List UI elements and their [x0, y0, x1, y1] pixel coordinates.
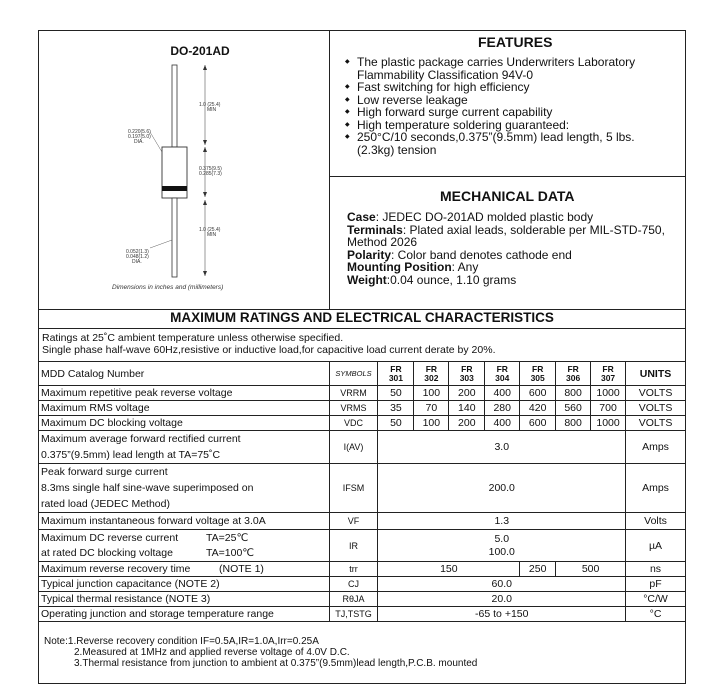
case-value: : JEDEC DO-201AD molded plastic body: [375, 210, 594, 224]
symbol-rja: RθJA: [329, 592, 378, 607]
unit-cj: pF: [626, 577, 686, 592]
part-header-fr306: FR 306: [556, 362, 591, 386]
table-row: [39, 416, 686, 431]
note-2: 2.Measured at 1MHz and applied reverse voltage of 4.0V D.C.: [74, 647, 350, 658]
dim-body-length-max: 0.375(9.5): [199, 166, 222, 172]
mounting-label: Mounting Position: [347, 260, 452, 274]
symbol-trr: trr: [329, 562, 378, 577]
part-header-fr307: FR 307: [591, 362, 626, 386]
value-cell: 400: [485, 416, 520, 431]
unit-vrrm: VOLTS: [626, 386, 686, 401]
top-lead: [172, 65, 177, 147]
weight-value: :0.04 ounce, 1.10 grams: [386, 272, 517, 287]
dim-body-dia-max: 0.220(5.6): [128, 129, 151, 135]
feature-item: ◆ High forward surge current capability: [345, 106, 685, 119]
unit-trr: ns: [626, 562, 686, 577]
dim-body-dia-label: DIA.: [134, 139, 144, 145]
value-cell: 800: [556, 386, 591, 401]
top-vertical-divider: [329, 30, 330, 309]
feature-item: ◆ High temperature soldering guaranteed:: [345, 119, 685, 132]
mounting-value: : Any: [451, 260, 479, 274]
value-cell: 50: [378, 386, 414, 401]
value-trr-2: 250: [520, 562, 556, 577]
dim-bottom-lead-min: MIN: [207, 232, 217, 238]
table-row: [39, 562, 686, 577]
features-list: [345, 56, 685, 156]
unit-ifsm: Amps: [626, 464, 686, 513]
value-cell: 140: [449, 401, 485, 416]
unit-ir: µA: [626, 530, 686, 562]
features-divider: [329, 176, 686, 177]
dim-lead-dia-max: 0.052(1.3): [126, 249, 149, 255]
table-row: [39, 513, 686, 530]
value-cell: 200: [449, 416, 485, 431]
ratings-title: MAXIMUM RATINGS AND ELECTRICAL CHARACTERISTICS: [170, 310, 554, 325]
param-cj: Typical junction capacitance (NOTE 2): [39, 577, 330, 592]
value-cell: 1000: [591, 416, 626, 431]
param-vrrm: Maximum repetitive peak reverse voltage: [39, 386, 330, 401]
ratings-line-2: Single phase half-wave 60Hz,resistive or inductive load,for capacitive load current derate by 20%.: [42, 344, 496, 356]
value-rja: 20.0: [378, 592, 626, 607]
param-vf: Maximum instantaneous forward voltage at 3.0A: [39, 513, 330, 530]
feature-item: ◆ 250°C/10 seconds,0.375”(9.5mm) lead length, 5 lbs. (2.3kg) tension: [345, 131, 685, 156]
value-cell: 800: [556, 416, 591, 431]
cathode-band: [162, 186, 187, 191]
feature-item: ◆ The plastic package carries Underwriters Laboratory Flammability Classification 94V-0: [345, 56, 685, 81]
polarity-label: Polarity: [347, 247, 392, 262]
table-row: [39, 386, 686, 401]
case-label: Case: [347, 210, 376, 224]
param-vdc: Maximum DC blocking voltage: [39, 416, 330, 431]
unit-tj: °C: [626, 607, 686, 622]
note-3: 3.Thermal resistance from junction to ambient at 0.375”(9.5mm)lead length,P.C.B. mounted: [74, 658, 478, 669]
part-header-fr302: FR 302: [414, 362, 449, 386]
unit-vf: Volts: [626, 513, 686, 530]
value-trr-3: 500: [556, 562, 626, 577]
catalog-number-header: MDD Catalog Number: [39, 362, 330, 386]
value-cj: 60.0: [378, 577, 626, 592]
spec-table: [38, 361, 686, 622]
weight-label: Weight: [347, 272, 387, 287]
table-header-row: [39, 362, 686, 386]
value-ifsm: 200.0: [378, 464, 626, 513]
features-title: FEATURES: [478, 34, 553, 50]
value-vf: 1.3: [378, 513, 626, 530]
value-cell: 100: [414, 416, 449, 431]
mechanical-title: MECHANICAL DATA: [440, 188, 575, 204]
value-cell: 280: [485, 401, 520, 416]
terminals-label: Terminals: [347, 222, 403, 237]
dim-body-dia-min: 0.197(5.0): [128, 134, 151, 140]
value-trr-1: 150: [378, 562, 520, 577]
symbol-vrms: VRMS: [329, 401, 378, 416]
notes: [44, 636, 477, 669]
note-1: Note:1.Reverse recovery condition IF=0.5A,IR=1.0A,Irr=0.25A: [44, 636, 319, 647]
value-cell: 70: [414, 401, 449, 416]
table-row: [39, 530, 686, 562]
dim-lead-dia-label: DIA.: [132, 259, 142, 265]
param-ifsm: Peak forward surge current 8.3ms single half sine-wave superimposed on rated load (JEDEC Method): [39, 464, 330, 513]
polarity-value: : Color band denotes cathode end: [391, 247, 572, 262]
dim-top-lead-length: 1.0 (25.4): [199, 102, 221, 108]
symbol-vrrm: VRRM: [329, 386, 378, 401]
part-header-fr304: FR 304: [485, 362, 520, 386]
bottom-lead: [172, 198, 177, 277]
value-cell: 100: [414, 386, 449, 401]
param-vrms: Maximum RMS voltage: [39, 401, 330, 416]
feature-item: ◆ Fast switching for high efficiency: [345, 81, 685, 94]
value-cell: 700: [591, 401, 626, 416]
part-header-fr301: FR 301: [378, 362, 414, 386]
dim-body-length-min: 0.285(7.3): [199, 171, 222, 177]
symbol-vf: VF: [329, 513, 378, 530]
value-cell: 200: [449, 386, 485, 401]
table-row: [39, 431, 686, 464]
symbols-header: SYMBOLS: [329, 362, 378, 386]
mechanical-data: [347, 211, 685, 286]
dimensions-caption: Dimensions in inches and (millimeters): [112, 284, 224, 291]
value-iav: 3.0: [378, 431, 626, 464]
value-cell: 420: [520, 401, 556, 416]
param-trr: Maximum reverse recovery time (NOTE 1): [39, 562, 330, 577]
part-header-fr303: FR 303: [449, 362, 485, 386]
value-tj: -65 to +150: [378, 607, 626, 622]
title-divider: [38, 328, 686, 329]
symbol-ir: IR: [329, 530, 378, 562]
value-cell: 35: [378, 401, 414, 416]
value-cell: 600: [520, 386, 556, 401]
unit-rja: °C/W: [626, 592, 686, 607]
value-cell: 400: [485, 386, 520, 401]
package-title: DO-201AD: [170, 44, 230, 58]
terminals-value: : Plated axial leads, solderable per MIL-STD-750, Method 2026: [347, 222, 665, 249]
dim-top-lead-min: MIN: [207, 107, 217, 113]
value-cell: 600: [520, 416, 556, 431]
table-row: [39, 592, 686, 607]
table-row: [39, 464, 686, 513]
unit-vdc: VOLTS: [626, 416, 686, 431]
value-cell: 50: [378, 416, 414, 431]
unit-iav: Amps: [626, 431, 686, 464]
table-row: [39, 401, 686, 416]
symbol-ifsm: IFSM: [329, 464, 378, 513]
symbol-iav: I(AV): [329, 431, 378, 464]
param-iav: Maximum average forward rectified current 0.375”(9.5mm) lead length at TA=75˚C: [39, 431, 330, 464]
ratings-conditions: [42, 332, 496, 356]
unit-vrms: VOLTS: [626, 401, 686, 416]
param-tj: Operating junction and storage temperature range: [39, 607, 330, 622]
dim-lead-dia-min: 0.048(1.2): [126, 254, 149, 260]
dim-bottom-lead-length: 1.0 (25.4): [199, 227, 221, 233]
value-ir: 5.0 100.0: [378, 530, 626, 562]
ratings-line-1: Ratings at 25˚C ambient temperature unless otherwise specified.: [42, 332, 344, 344]
table-row: [39, 607, 686, 622]
param-rja: Typical thermal resistance (NOTE 3): [39, 592, 330, 607]
part-header-fr305: FR 305: [520, 362, 556, 386]
symbol-tj: TJ,TSTG: [329, 607, 378, 622]
symbol-cj: CJ: [329, 577, 378, 592]
param-ir: Maximum DC reverse current TA=25℃ at rated DC blocking voltage TA=100℃: [39, 530, 330, 562]
value-cell: 1000: [591, 386, 626, 401]
symbol-vdc: VDC: [329, 416, 378, 431]
feature-item: ◆ Low reverse leakage: [345, 94, 685, 107]
value-cell: 560: [556, 401, 591, 416]
units-header: UNITS: [626, 362, 686, 386]
table-row: [39, 577, 686, 592]
